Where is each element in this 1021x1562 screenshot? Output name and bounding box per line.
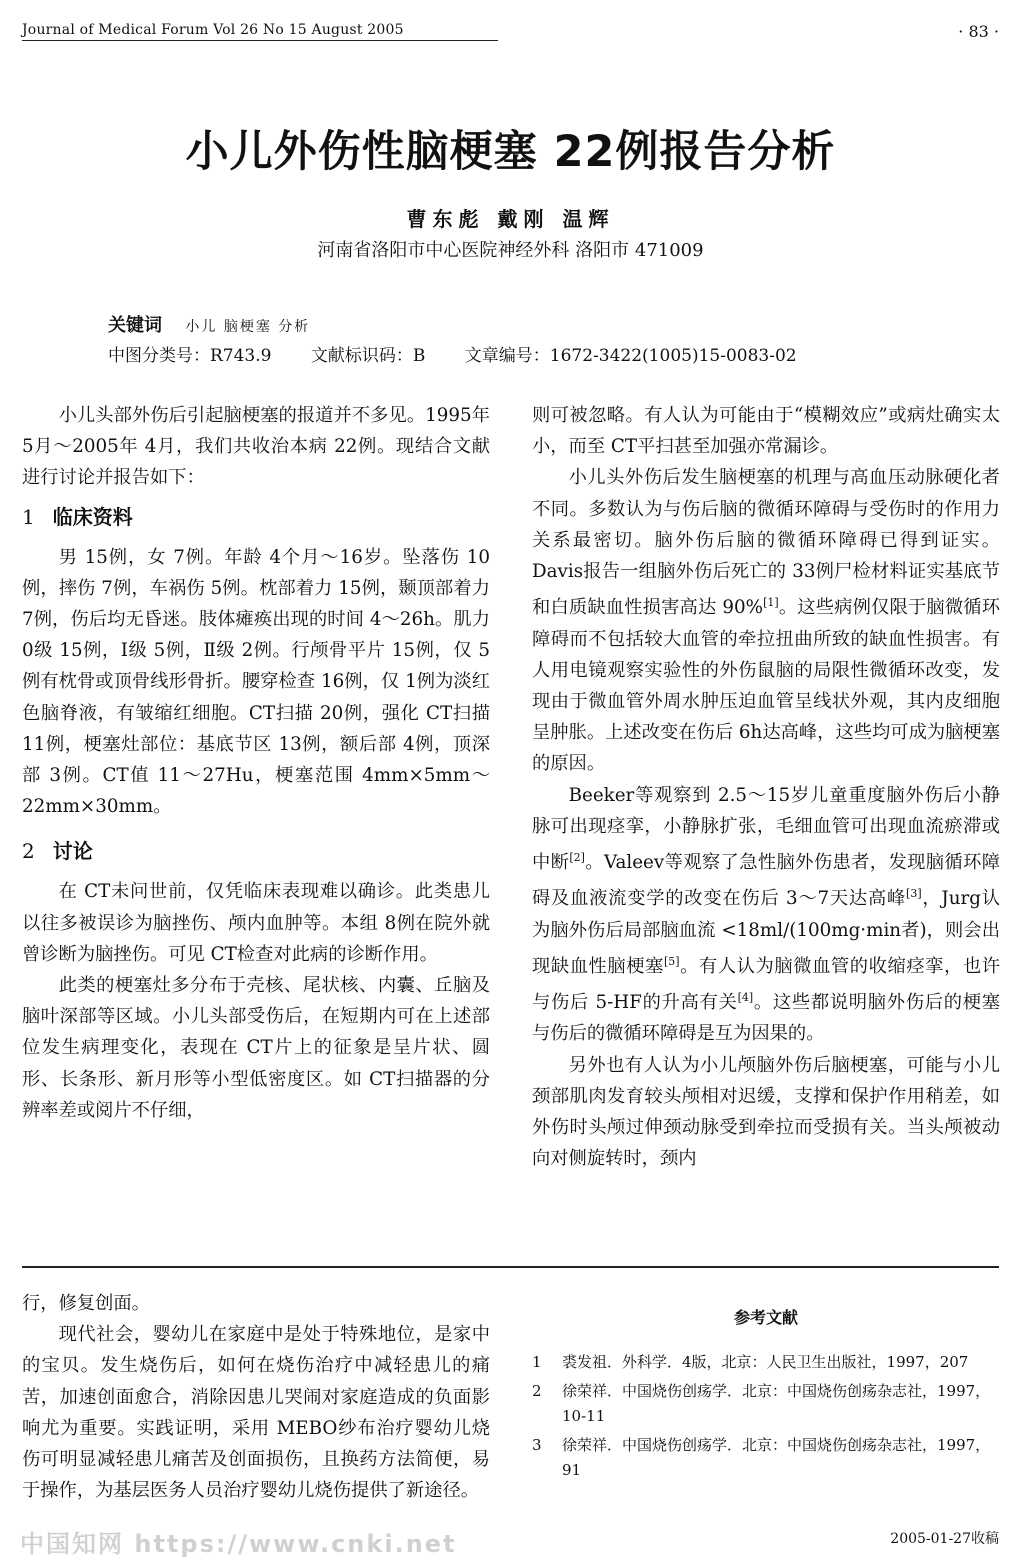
citation-5: [5] — [663, 954, 680, 968]
reference-item — [532, 1350, 1000, 1375]
right-paragraph-4: 另外也有人认为小儿颅脑外伤后脑梗塞，可能与小儿颈部肌肉发育较头颅相对迟缓，支撑和保护作用稍差，如外伤时头颅过伸颈动脉受到牵拉而受损有关。当头颅被动向对侧旋转时，颈内 — [532, 1054, 1000, 1170]
affiliation: 河南省洛阳市中心医院神经外科 洛阳市 471009 — [317, 240, 704, 261]
left-column — [22, 400, 490, 1126]
bottom-paragraph-1: 行，修复创面。 — [22, 1293, 150, 1314]
reference-text: 裘发祖．外科学．4版，北京：人民卫生出版社，1997，207 — [562, 1353, 969, 1371]
reference-text: 徐荣祥．中国烧伤创疡学．北京：中国烧伤创疡杂志社，1997，10-11 — [562, 1382, 991, 1425]
intro-paragraph: 小儿头部外伤后引起脑梗塞的报道并不多见。1995年 5月～2005年 4月，我们共收治本病 22例。现结合文献进行讨论并报告如下： — [22, 405, 490, 489]
reference-item — [532, 1433, 1000, 1483]
section-2-number: 2 — [22, 839, 35, 864]
right-column — [532, 400, 1000, 1174]
section-2-paragraph-1: 在 CT未问世前，仅凭临床表现难以确诊。此类患儿以往多被误诊为脑挫伤、颅内血肿等。本组 8例在院外就曾诊断为脑挫伤。可见 CT检查对此病的诊断作用。 — [22, 881, 490, 965]
reference-item — [532, 1379, 1000, 1429]
right-paragraph-2-text-b: 。这些病例仅限于脑微循环障碍而不包括较大血管的牵拉扭曲所致的缺血性损害。有人用电镜观察实验性的外伤鼠脑的局限性微循环改变，发现由于微血管外周水肿压迫血管呈线状外观，其内皮细胞呈肿胀。上述改变在伤后 6h达高峰，这些均可成为脑梗塞的原因。 — [532, 597, 1000, 775]
received-date: 2005-01-27收稿 — [890, 1531, 999, 1547]
references-list — [532, 1350, 1000, 1487]
page-number: · 83 · — [958, 22, 999, 41]
cnki-watermark: 中国知网 https://www.cnki.net — [20, 1530, 457, 1558]
document-code: 文献标识码：B — [310, 346, 426, 366]
citation-3: [3] — [906, 887, 922, 901]
right-paragraph-1: 则可被忽略。有人认为可能由于“模糊效应”或病灶确实太小，而至 CT平扫甚至加强亦常漏诊。 — [532, 405, 1000, 458]
right-paragraph-3-text-c: ，Jurg认为脑外伤后局部脑血流 <18ml/(100mg·min者)，则会出现缺血性脑梗塞 — [532, 888, 1001, 977]
citation-2: [2] — [569, 850, 585, 864]
section-divider — [22, 1266, 999, 1268]
classification-line — [108, 341, 908, 366]
right-paragraph-2-text-a: 小儿头外伤后发生脑梗塞的机理与高血压动脉硬化者不同。多数认为与伤后脑的微循环障碍与受伤时的作用力关系最密切。脑外伤后脑的微循环障碍已得到证实。Davis报告一组脑外伤后死亡的 33例尸检材料证实基底节和白质缺血性损害高达 90% — [532, 467, 1000, 619]
keywords-value: 小儿 脑梗塞 分析 — [185, 319, 311, 335]
right-paragraph-3-text-d: 。有人认为脑微血管的收缩痉挛，也许与伤后 5-HF的升高有关 — [532, 955, 1001, 1014]
section-2-heading — [22, 836, 490, 866]
right-paragraph-2 — [532, 462, 1000, 779]
article-title: 小儿外伤性脑梗塞 22例报告分析 — [185, 127, 836, 177]
authors: 曹东彪 戴刚 温辉 — [406, 207, 615, 231]
reference-text: 徐荣祥．中国烧伤创疡学．北京：中国烧伤创疡杂志社，1997，91 — [562, 1436, 991, 1479]
reference-number: 3 — [532, 1436, 542, 1454]
reference-number: 2 — [532, 1382, 542, 1400]
right-paragraph-3-text-b: 。Valeev等观察了急性脑外伤患者，发现脑循环障碍及血液流变学的改变在伤后 3～7天达高峰 — [532, 852, 1001, 910]
right-paragraph-3-text-a: Beeker等观察到 2.5～15岁儿童重度脑外伤后小静脉可出现痉挛，小静脉扩张，毛细血管可出现血流瘀滞或中断 — [532, 784, 1000, 874]
citation-4: [4] — [737, 991, 754, 1005]
bottom-left-column — [22, 1288, 490, 1506]
bottom-paragraph-2: 现代社会，婴幼儿在家庭中是处于特殊地位，是家中的宝贝。发生烧伤后，如何在烧伤治疗中减轻患儿的痛苦，加速创面愈合，消除因患儿哭闹对家庭造成的负面影响尤为重要。实践证明，采用 MEBO纱布治疗婴幼儿烧伤可明显减轻患儿痛苦及创面损伤，且换药方法简便，易于操作，为基层医务人员治疗婴幼儿烧伤提供了新途径。 — [22, 1324, 490, 1502]
references-title: 参考文献 — [733, 1308, 798, 1327]
header-rule — [22, 40, 498, 41]
right-paragraph-3 — [532, 780, 1000, 1050]
journal-header: Journal of Medical Forum Vol 26 No 15 August 2005 — [22, 22, 404, 38]
section-1-number: 1 — [22, 504, 35, 529]
reference-number: 1 — [532, 1353, 542, 1371]
article-number: 文章编号：1672-3422(1005)15-0083-02 — [464, 346, 797, 366]
section-1-title: 临床资料 — [52, 504, 133, 529]
section-2-title: 讨论 — [52, 839, 93, 864]
keywords-line — [108, 311, 310, 337]
section-1-paragraph: 男 15例，女 7例。年龄 4个月～16岁。坠落伤 10例，摔伤 7例，车祸伤 5例。枕部着力 15例，颞顶部着力 7例，伤后均无昏迷。肢体瘫痪出现的时间 4～26h。肌力 0级 15例，Ⅰ级 5例，Ⅱ级 2例。行颅骨平片 15例，仅 5例有枕骨或顶骨线形骨折。腰穿检查 16例，仅 1例为淡红色脑脊液，有皱缩红细胞。CT扫描 20例，强化 CT扫描 11例，梗塞灶部位：基底节区 13例，额后部 4例，顶深部 3例。CT值 11～27Hu，梗塞范围 4mm×5mm～22mm×30mm。 — [22, 546, 490, 818]
section-2-paragraph-2: 此类的梗塞灶多分布于壳核、尾状核、内囊、丘脑及脑叶深部等区域。小儿头部受伤后，在短期内可在上述部位发生病理变化，表现在 CT片上的征象是呈片状、圆形、长条形、新月形等小型低密度区。如 CT扫描器的分辨率差或阅片不仔细， — [22, 975, 490, 1121]
section-1-heading — [22, 502, 490, 532]
keywords-label: 关键词 — [108, 315, 162, 336]
class-number: 中图分类号：R743.9 — [108, 346, 272, 366]
right-paragraph-3-text-e: 。这些都说明脑外伤后的梗塞与伤后的微循环障碍是互为因果的。 — [532, 992, 1000, 1045]
citation-1: [1] — [763, 596, 779, 610]
